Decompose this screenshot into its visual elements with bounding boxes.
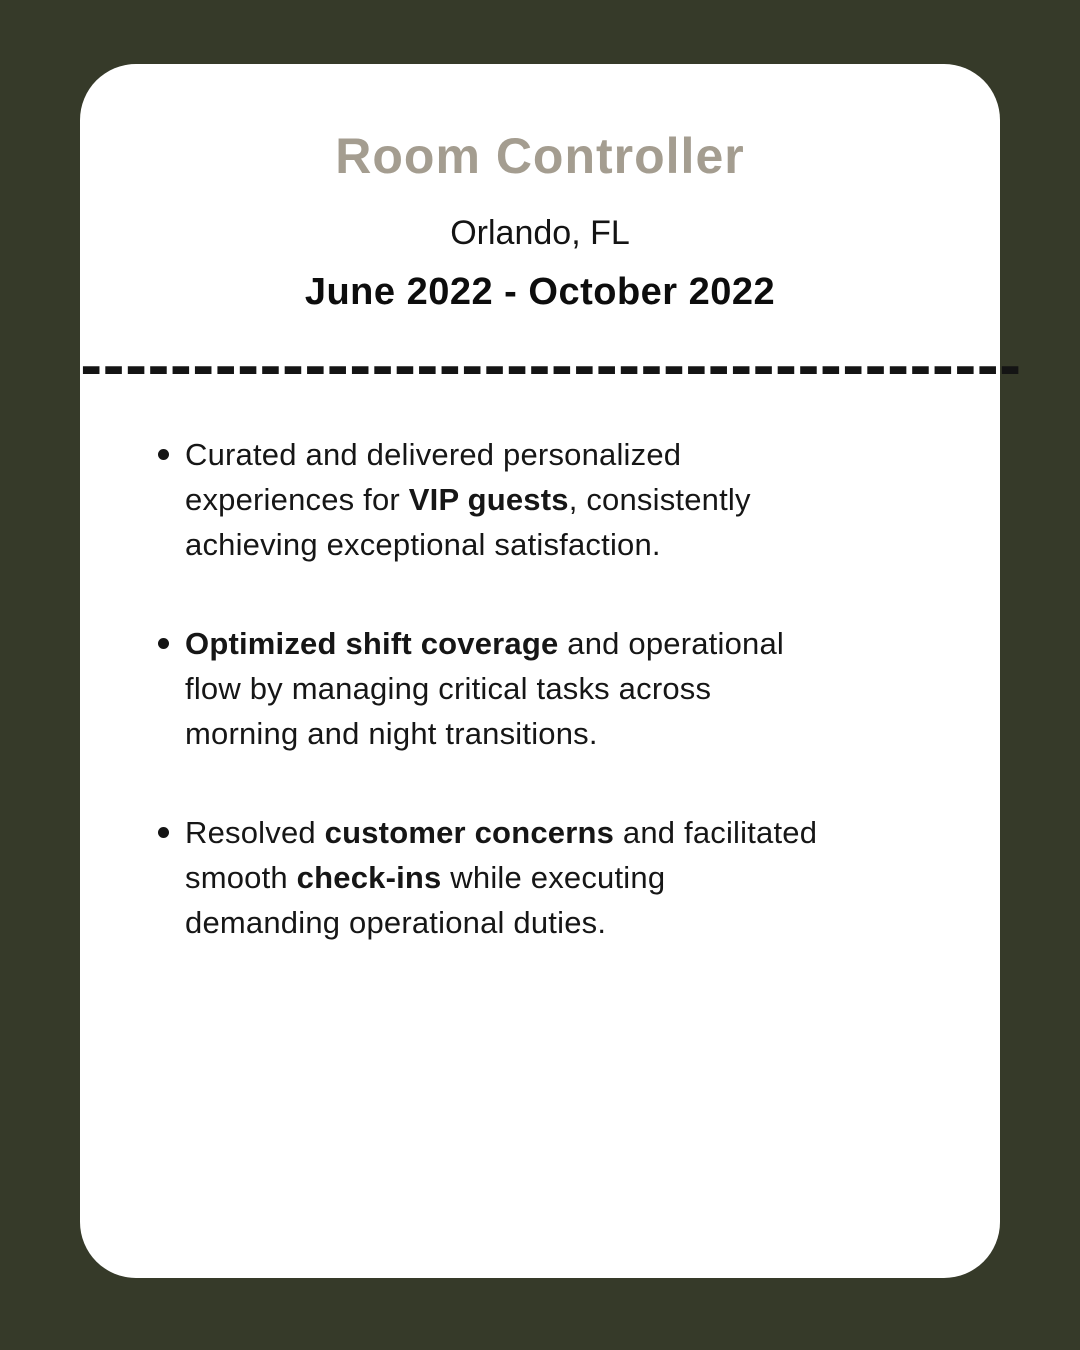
bullet-icon — [158, 827, 169, 838]
body-text: Curated and delivered personalized — [185, 437, 682, 472]
body-text: while executing — [441, 860, 666, 895]
highlighted-text: VIP guests — [408, 482, 569, 517]
list-item — [185, 432, 950, 567]
job-title: Room Controller — [335, 128, 745, 184]
body-text: experiences for — [185, 482, 409, 517]
list-item-line — [185, 522, 950, 567]
bullet-icon — [158, 638, 169, 649]
responsibilities-list — [80, 432, 1000, 945]
job-location: Orlando, FL — [450, 214, 630, 252]
body-text: Resolved — [185, 815, 325, 850]
body-text: morning and night transitions. — [185, 716, 598, 751]
list-item — [185, 810, 950, 945]
body-text: , consistently — [568, 482, 751, 517]
body-text: and facilitated — [614, 815, 818, 850]
list-item-line — [185, 432, 950, 477]
list-item-line — [185, 477, 950, 522]
job-dates: June 2022 - October 2022 — [304, 271, 776, 313]
bullet-icon — [158, 449, 169, 460]
body-text: and operational — [558, 626, 784, 661]
list-item-line — [185, 711, 950, 756]
list-item-line — [185, 810, 950, 855]
body-text: smooth — [185, 860, 297, 895]
body-text: achieving exceptional satisfaction. — [185, 527, 661, 562]
body-text: demanding operational duties. — [185, 905, 607, 940]
list-item-line — [185, 666, 950, 711]
highlighted-text: check-ins — [296, 860, 442, 895]
dashed-divider: ------------------------------------------ — [80, 336, 1022, 399]
list-item-line — [185, 900, 950, 945]
list-item-line — [185, 855, 950, 900]
body-text: flow by managing critical tasks across — [185, 671, 712, 706]
highlighted-text: customer concerns — [324, 815, 615, 850]
list-item-line — [185, 621, 950, 666]
highlighted-text: Optimized shift coverage — [185, 626, 559, 661]
experience-card — [80, 64, 1022, 1278]
list-item — [185, 621, 950, 756]
